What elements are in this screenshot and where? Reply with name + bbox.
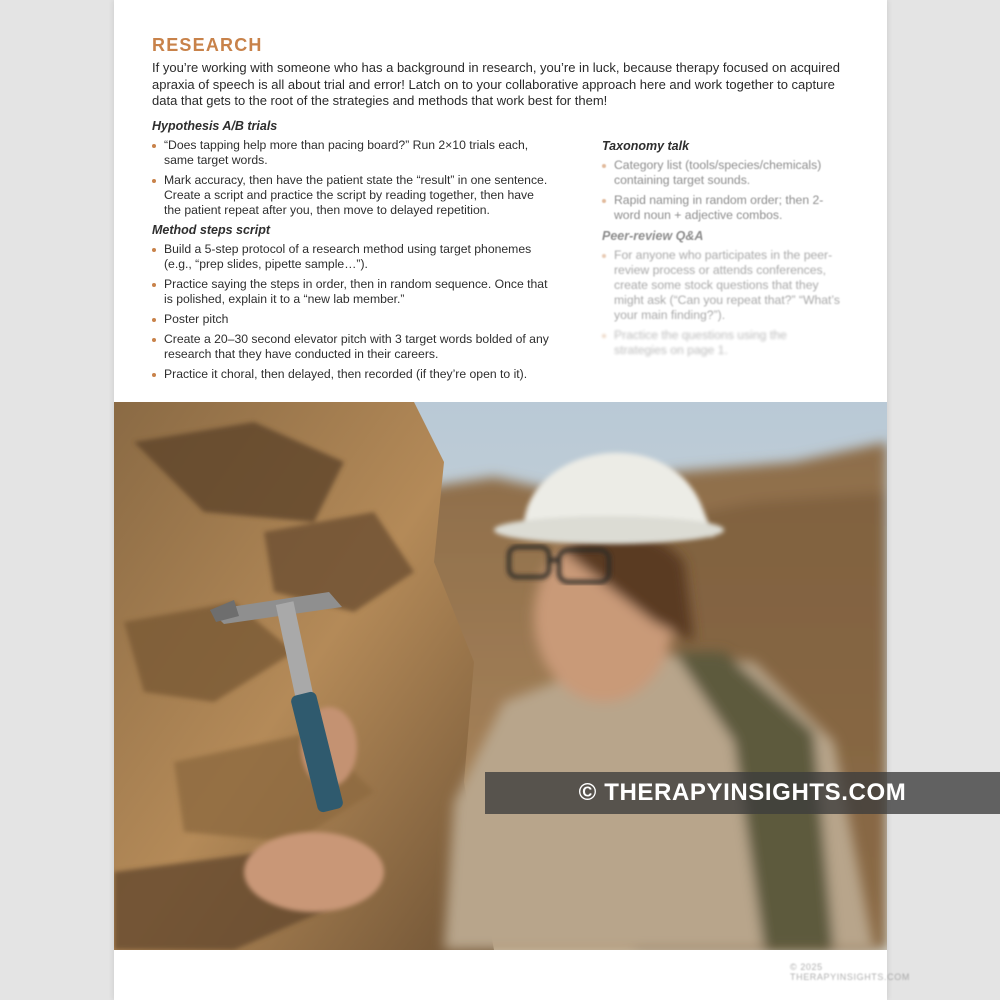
subheading-method-steps: Method steps script (152, 223, 271, 237)
list-item-text: Practice saying the steps in order, then in random sequence. Once that is polished, explain it to a “new lab member.” (164, 277, 548, 306)
list-item (602, 193, 842, 223)
geologist-photo (114, 402, 887, 950)
subheading-hypothesis: Hypothesis A/B trials (152, 119, 278, 133)
left-column (152, 119, 552, 387)
list-item (602, 158, 842, 188)
list-item-text: “Does tapping help more than pacing board?” Run 2×10 trials each, same target words. (164, 138, 529, 167)
list-item (152, 367, 552, 382)
list-item-text: Practice the questions using the strategies on page 1. (614, 328, 787, 357)
bullet-dot-icon (152, 248, 156, 252)
hypothesis-list (152, 138, 552, 218)
footer-copyright: © 2025 THERAPYINSIGHTS.COM (790, 962, 910, 982)
list-item-text: Create a 20–30 second elevator pitch with 3 target words bolded of any research that they have conducted in their careers. (164, 332, 549, 361)
list-item-text: Build a 5-step protocol of a research method using target phonemes (e.g., “prep slides, pipette sample…”). (164, 242, 532, 271)
list-item (152, 332, 552, 362)
bullet-dot-icon (602, 254, 606, 258)
peer-review-list (602, 248, 842, 358)
section-heading: RESEARCH (152, 35, 263, 55)
bullet-dot-icon (602, 199, 606, 203)
list-item (602, 328, 842, 358)
geologist-illustration (114, 402, 887, 950)
list-item (152, 173, 552, 218)
list-item (152, 277, 552, 307)
bullet-dot-icon (602, 164, 606, 168)
bullet-dot-icon (152, 318, 156, 322)
list-item-text: Poster pitch (164, 312, 229, 326)
bullet-dot-icon (152, 144, 156, 148)
list-item-text: Category list (tools/species/chemicals) containing target sounds. (614, 158, 822, 187)
list-item-text: For anyone who participates in the peer-review process or attends conferences, create some stock questions that they might ask (“Can you repeat that?” “What’s your main finding?”). (614, 248, 841, 322)
intro-paragraph: If you’re working with someone who has a background in research, you’re in luck, because therapy focused on acquired apraxia of speech is all about trial and error! Latch on to your collaborative approach here and work together to capture data that gets to the root of the strategies and methods that work best for them! (152, 60, 840, 108)
list-item-text: Mark accuracy, then have the patient state the “result” in one sentence. Create a script and practice the script by reading together, then have the patient repeat after you, then move to delayed repetition. (164, 173, 548, 217)
bullet-dot-icon (602, 334, 606, 338)
subheading-peer-review: Peer-review Q&A (602, 229, 704, 243)
bullet-dot-icon (152, 373, 156, 377)
right-column (602, 139, 842, 364)
method-steps-list (152, 242, 552, 382)
list-item-text: Practice it choral, then delayed, then recorded (if they’re open to it). (164, 367, 528, 381)
list-item (602, 248, 842, 323)
bullet-dot-icon (152, 179, 156, 183)
list-item (152, 312, 552, 327)
list-item (152, 138, 552, 168)
watermark-banner: © THERAPYINSIGHTS.COM (485, 772, 1000, 814)
list-item (152, 242, 552, 272)
bullet-dot-icon (152, 283, 156, 287)
bullet-dot-icon (152, 338, 156, 342)
subheading-taxonomy: Taxonomy talk (602, 139, 690, 153)
taxonomy-list (602, 158, 842, 223)
list-item-text: Rapid naming in random order; then 2-word noun + adjective combos. (614, 193, 824, 222)
